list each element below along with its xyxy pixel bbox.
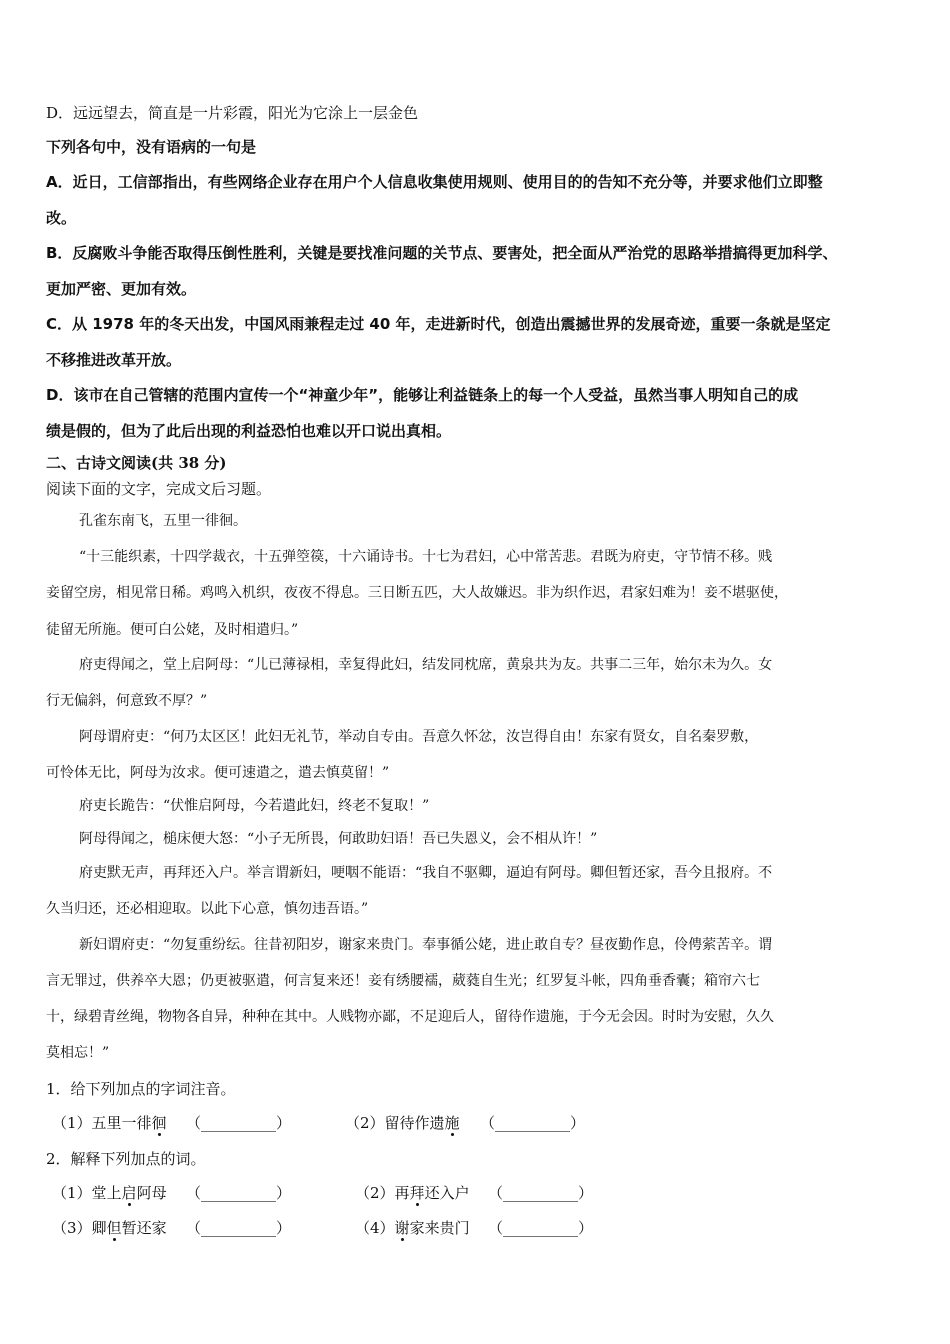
poem-line: 行无偏斜，何意致不厚？” bbox=[46, 693, 208, 709]
q1-item-1-text: （1）五里一徘 bbox=[52, 1114, 152, 1132]
q2-item-1 bbox=[52, 1182, 167, 1203]
q1-item-2-answer-blank[interactable]: （__________） bbox=[480, 1114, 586, 1132]
option-c-line2: 不移推进改革开放。 bbox=[46, 351, 182, 369]
q1-stem: 1．给下列加点的字词注音。 bbox=[46, 1080, 236, 1098]
q2-item-3-dotted-char: 但 bbox=[106, 1219, 122, 1237]
q2-item-3 bbox=[52, 1217, 167, 1238]
section-instruction: 阅读下面的文字，完成文后习题。 bbox=[46, 480, 272, 498]
q2-item-1-answer-blank[interactable]: （__________） bbox=[186, 1184, 292, 1202]
q2-item-2-dotted-char: 拜 bbox=[409, 1184, 425, 1202]
q2-stem: 2．解释下列加点的词。 bbox=[46, 1150, 206, 1168]
q1-item-1-dotted-char: 徊 bbox=[151, 1114, 167, 1132]
q1-item-2-dotted-char: 施 bbox=[444, 1114, 460, 1132]
section-heading: 二、古诗文阅读(共 38 分) bbox=[46, 454, 227, 472]
q2-item-2 bbox=[355, 1182, 470, 1203]
q2-item-1-text: （1）堂上 bbox=[52, 1184, 122, 1202]
option-a-line1: A．近日，工信部指出，有些网络企业存在用户个人信息收集使用规则、使用目的的告知不充分等，并要求他们立即整 bbox=[46, 173, 823, 191]
q1-item-2 bbox=[345, 1112, 460, 1133]
poem-line: 阿母谓府吏：“何乃太区区！此妇无礼节，举动自专由。吾意久怀忿，汝岂得自由！东家有贤女，自名秦罗敷， bbox=[79, 729, 759, 745]
option-b-line1: B．反腐败斗争能否取得压倒性胜利，关键是要找准问题的关节点、要害处，把全面从严治党的思路举措搞得更加科学、 bbox=[46, 244, 838, 262]
poem-line: 府吏默无声，再拜还入户。举言谓新妇，哽咽不能语：“我自不驱卿，逼迫有阿母。卿但暂还家，吾今且报府。不 bbox=[79, 865, 773, 881]
q1-item-2-text: （2）留待作遗 bbox=[345, 1114, 445, 1132]
option-b-line2: 更加严密、更加有效。 bbox=[46, 280, 197, 298]
poem-line: 府吏得闻之，堂上启阿母：“儿已薄禄相，幸复得此妇，结发同枕席，黄泉共为友。共事二三年，始尔未为久。女 bbox=[79, 657, 773, 673]
poem-line: 新妇谓府吏：“勿复重纷纭。往昔初阳岁，谢家来贵门。奉事循公姥，进止敢自专？昼夜勤作息，伶俜萦苦辛。谓 bbox=[79, 937, 773, 953]
q2-item-4 bbox=[355, 1217, 470, 1238]
poem-line: 久当归还，还必相迎取。以此下心意，慎勿违吾语。” bbox=[46, 901, 369, 917]
q2-item-4-text-tail: 家来贵门 bbox=[409, 1219, 470, 1237]
question-stem: 下列各句中，没有语病的一句是 bbox=[46, 138, 257, 156]
option-c-line1: C．从 1978 年的冬天出发，中国风雨兼程走过 40 年，走进新时代，创造出震撼世界的发展奇迹，重要一条就是坚定 bbox=[46, 315, 831, 333]
option-a-line2: 改。 bbox=[46, 209, 77, 227]
q1-item-1-answer-blank[interactable]: （__________） bbox=[186, 1114, 292, 1132]
q2-item-2-answer-blank[interactable]: （__________） bbox=[488, 1184, 594, 1202]
poem-line: 妾留空房，相见常日稀。鸡鸣入机织，夜夜不得息。三日断五匹，大人故嫌迟。非为织作迟，君家妇难为！妾不堪驱使， bbox=[46, 585, 788, 601]
q2-item-4-text: （4） bbox=[355, 1219, 395, 1237]
q2-item-4-dotted-char: 谢 bbox=[394, 1219, 410, 1237]
q1-item-1 bbox=[52, 1112, 167, 1133]
poem-line: 可怜体无比，阿母为汝求。便可速遣之，遣去慎莫留！” bbox=[46, 765, 390, 781]
q2-item-3-answer-blank[interactable]: （__________） bbox=[186, 1219, 292, 1237]
poem-line: 孔雀东南飞，五里一徘徊。 bbox=[79, 513, 247, 529]
poem-line: “十三能织素，十四学裁衣，十五弹箜篌，十六诵诗书。十七为君妇，心中常苦悲。君既为府吏，守节情不移。贱 bbox=[79, 549, 773, 565]
q2-item-2-text-tail: 还入户 bbox=[424, 1184, 470, 1202]
option-d-line1: D．该市在自己管辖的范围内宣传一个“神童少年”，能够让利益链条上的每一个人受益，虽然当事人明知自己的成 bbox=[46, 386, 799, 404]
q2-item-2-text: （2）再 bbox=[355, 1184, 410, 1202]
poem-line: 阿母得闻之，槌床便大怒：“小子无所畏，何敢助妇语！吾已失恩义，会不相从许！” bbox=[79, 831, 598, 847]
poem-line: 言无罪过，供养卒大恩；仍更被驱遣，何言复来还！妾有绣腰襦，葳蕤自生光；红罗复斗帐，四角垂香囊；箱帘六七 bbox=[46, 973, 760, 989]
poem-line: 徒留无所施。便可白公姥，及时相遣归。” bbox=[46, 622, 299, 638]
poem-line: 莫相忘！” bbox=[46, 1045, 110, 1061]
q2-item-3-text: （3）卿 bbox=[52, 1219, 107, 1237]
q2-item-3-text-tail: 暂还家 bbox=[121, 1219, 167, 1237]
option-d-line2: 绩是假的，但为了此后出现的利益恐怕也难以开口说出真相。 bbox=[46, 422, 452, 440]
poem-line: 府吏长跪告：“伏惟启阿母，今若遣此妇，终老不复取！” bbox=[79, 798, 430, 814]
q2-item-1-text-tail: 阿母 bbox=[136, 1184, 167, 1202]
q2-item-4-answer-blank[interactable]: （__________） bbox=[488, 1219, 594, 1237]
poem-line: 十，绿碧青丝绳，物物各自异，种种在其中。人贱物亦鄙，不足迎后人，留待作遗施，于今无会因。时时为安慰，久久 bbox=[46, 1009, 774, 1025]
prev-option-d: D．远远望去，简直是一片彩霞，阳光为它涂上一层金色 bbox=[46, 104, 419, 122]
q2-item-1-dotted-char: 启 bbox=[121, 1184, 137, 1202]
